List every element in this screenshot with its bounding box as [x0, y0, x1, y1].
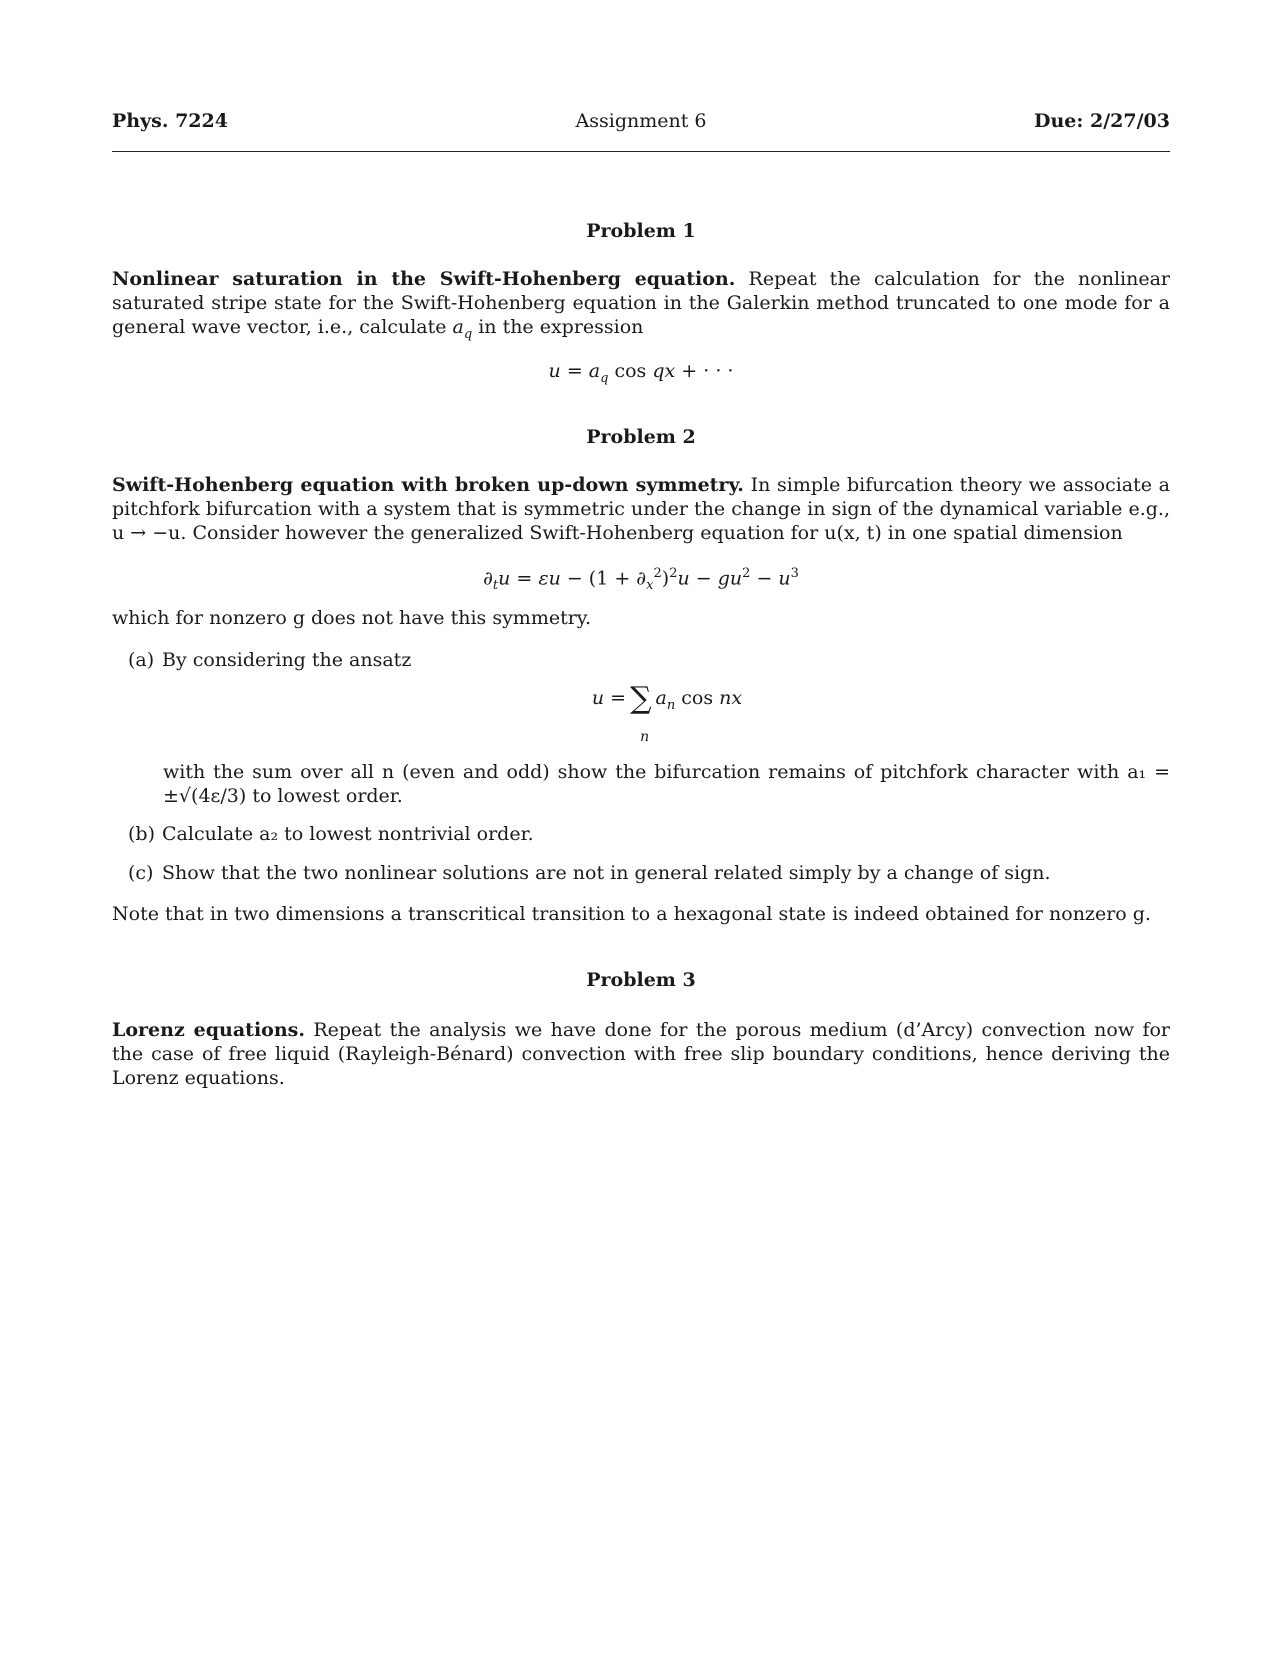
problem-2-item-c [128, 861, 1170, 885]
problem-1-lead: Nonlinear saturation in the Swift-Hohenberg equation. [112, 268, 736, 290]
problem-2-item-b [128, 822, 1170, 846]
problem-1-body-end: in the expression [472, 316, 644, 338]
item-c-text: Show that the two nonlinear solutions are not in general related simply by a change of sign. [162, 862, 1051, 884]
due-date: Due: 2/27/03 [1034, 110, 1170, 132]
problem-1-text [112, 267, 1170, 347]
course-number: Phys. 7224 [112, 110, 228, 132]
problem-2-item-a [128, 648, 1170, 672]
problem-2-note: Note that in two dimensions a transcritical transition to a hexagonal state is indeed obtained for nonzero g. [112, 903, 1151, 925]
assignment-title: Assignment 6 [575, 110, 707, 132]
problem-2-lead: Swift-Hohenberg equation with broken up-down symmetry. [112, 474, 744, 496]
item-a-label: (a) [128, 649, 155, 671]
problem-2-text [112, 473, 1170, 545]
problem-1-var: a [452, 316, 464, 338]
problem-1-heading: Problem 1 [586, 220, 696, 242]
problem-3-text [112, 1018, 1170, 1090]
item-a-text: By considering the ansatz [162, 649, 412, 671]
page-header [112, 108, 1170, 148]
problem-3-heading: Problem 3 [586, 969, 696, 991]
item-a-continuation: with the sum over all n (even and odd) show the bifurcation remains of pitchfork character with a₁ = ±√(4ε/3) to lowest order. [163, 761, 1170, 807]
problem-1-equation: $u = a_q$ cos qx + · · · [548, 360, 734, 386]
problem-1-body: Repeat the calculation for the nonlinear saturated stripe state for the Swift-Hohenberg equation in the Galerkin method truncated to one mode for a general wave vector, i.e., calculate [112, 268, 1171, 338]
problem-2-after-equation: which for nonzero g does not have this symmetry. [112, 607, 592, 629]
problem-2-body: In simple bifurcation theory we associate a pitchfork bifurcation with a system that is symmetric under the change in sign of the dynamical variable e.g., u → −u. Consider however the generalized Swift-Hohenberg equation for u(x, t) in one spatial dimension [112, 474, 1170, 544]
ansatz-equation: u = ∑ n $a_n$ cos nx [591, 681, 743, 745]
header-rule [112, 151, 1170, 152]
item-b-text: Calculate a₂ to lowest nontrivial order. [162, 823, 534, 845]
problem-2-heading: Problem 2 [586, 426, 696, 448]
problem-2-equation: $\partial_tu = \varepsilon u - (1 + \partial_x^2)^2u - gu^2 - u^3$ [483, 566, 799, 594]
item-c-label: (c) [128, 862, 154, 884]
item-b-label: (b) [128, 823, 155, 845]
problem-3-lead: Lorenz equations. [112, 1019, 305, 1041]
problem-1-var-sub: q [463, 326, 473, 342]
problem-3-body: Repeat the analysis we have done for the porous medium (d’Arcy) convection now for the case of free liquid (Rayleigh-Bénard) convection with free slip boundary conditions, hence deriving the Lorenz equations. [112, 1019, 1171, 1089]
